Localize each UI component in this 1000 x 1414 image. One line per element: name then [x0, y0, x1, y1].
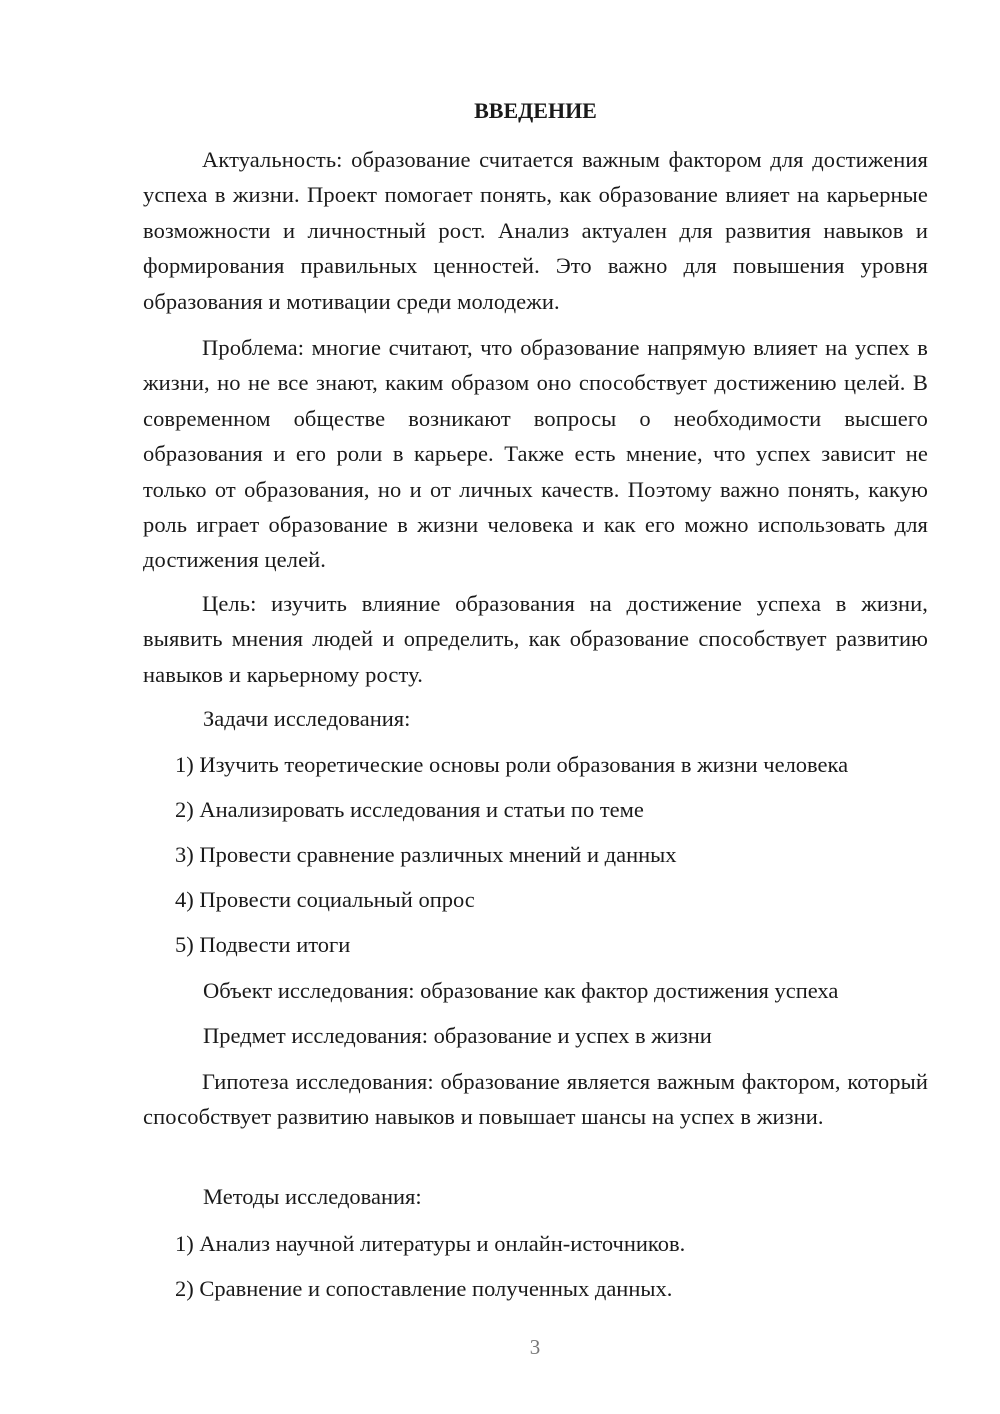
research-subject: Предмет исследования: образование и успех в жизни: [203, 1023, 712, 1048]
task-item: 3) Провести сравнение различных мнений и данных: [175, 842, 677, 867]
task-item: 5) Подвести итоги: [175, 932, 351, 957]
paragraph-relevance: Актуальность: образование считается важным фактором для достижения успеха в жизни. Проект помогает понять, как образование влияет на карьерные возможности и личностный рост. Анализ актуален для развития навыков и формирования правильных ценностей. Это важно для повышения уровня образования и мотивации среди молодежи.: [143, 147, 928, 314]
method-item: 2) Сравнение и сопоставление полученных данных.: [175, 1276, 673, 1301]
research-object: Объект исследования: образование как фактор достижения успеха: [203, 978, 839, 1003]
page-number: 3: [529, 1335, 541, 1359]
paragraph-hypothesis: Гипотеза исследования: образование является важным фактором, который способствует развитию навыков и повышает шансы на успех в жизни.: [143, 1069, 928, 1130]
paragraph-problem: Проблема: многие считают, что образование напрямую влияет на успех в жизни, но не все знают, каким образом оно способствует достижению целей. В современном обществе возникают вопросы о необходимости высшего образования и его роли в карьере. Также есть мнение, что успех зависит не только от образования, но и от личных качеств. Поэтому важно понять, какую роль играет образование в жизни человека и как его можно использовать для достижения целей.: [143, 335, 928, 573]
task-item: 1) Изучить теоретические основы роли образования в жизни человека: [175, 752, 849, 777]
task-item: 2) Анализировать исследования и статьи по теме: [175, 797, 644, 822]
task-item: 4) Провести социальный опрос: [175, 887, 475, 912]
tasks-heading: Задачи исследования:: [203, 706, 411, 731]
paragraph-goal: Цель: изучить влияние образования на достижение успеха в жизни, выявить мнения людей и определить, как образование способствует развитию навыков и карьерному росту.: [143, 591, 928, 687]
page-title: ВВЕДЕНИЕ: [474, 98, 597, 123]
methods-heading: Методы исследования:: [203, 1184, 422, 1209]
method-item: 1) Анализ научной литературы и онлайн-источников.: [175, 1231, 686, 1256]
